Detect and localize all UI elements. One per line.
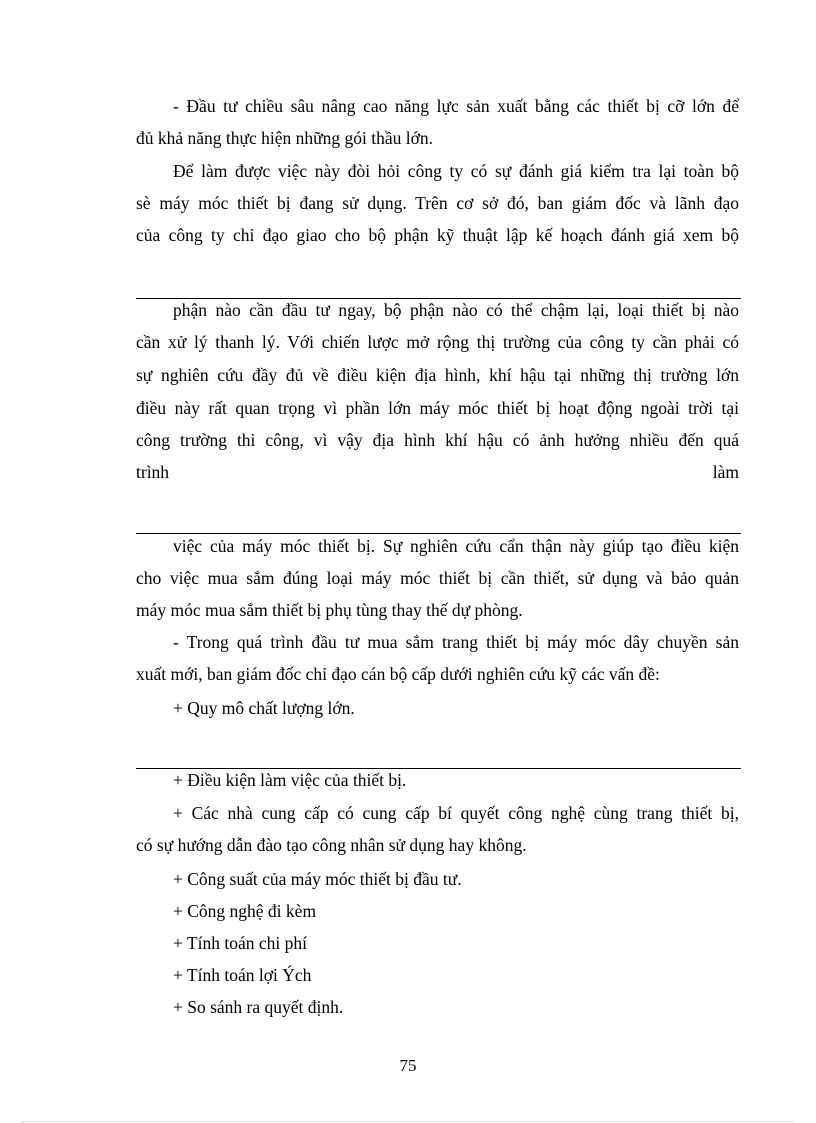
- paragraph-line: công trường thi công, vì vậy địa hình khí hậu có ảnh hưởng nhiều đến quá: [136, 430, 739, 450]
- section-separator: [136, 533, 741, 534]
- list-item: + Các nhà cung cấp có cung cấp bí quyết công nghệ cùng trang thiết bị,: [173, 803, 739, 823]
- paragraph-line: phận nào cần đầu tư ngay, bộ phận nào có thể chậm lại, loại thiết bị nào: [173, 300, 739, 320]
- page-number: 75: [399, 1056, 417, 1075]
- list-item: + Công nghệ đi kèm: [173, 901, 317, 921]
- paragraph-line: Để làm được việc này đòi hỏi công ty có sự đánh giá kiểm tra lại toàn bộ: [173, 161, 739, 181]
- paragraph-line: - Đầu tư chiều sâu nâng cao năng lực sản xuất bằng các thiết bị cỡ lớn để: [173, 96, 739, 116]
- paragraph-line: cho việc mua sắm đúng loại máy móc thiết bị cần thiết, sử dụng và bảo quản: [136, 568, 739, 588]
- paragraph-line: có sự hướng dẫn đào tạo công nhân sử dụng hay không.: [136, 835, 527, 855]
- page-bottom-border: [22, 1121, 794, 1122]
- list-item: + Điều kiện làm việc của thiết bị.: [173, 770, 407, 790]
- paragraph-line: điều này rất quan trọng vì phần lớn máy móc thiết bị hoạt động ngoài trời tại: [136, 398, 739, 418]
- paragraph-line: sè máy móc thiết bị đang sử dụng. Trên cơ sở đó, ban giám đốc và lãnh đạo: [136, 193, 739, 213]
- paragraph-line: của công ty chỉ đạo giao cho bộ phận kỹ thuật lập kế hoạch đánh giá xem bộ: [136, 225, 739, 245]
- paragraph-line: xuất mới, ban giám đốc chỉ đạo cán bộ cấp dưới nghiên cứu kỹ các vấn đề:: [136, 664, 660, 684]
- list-item: + Tính toán lợi Ých: [173, 965, 312, 985]
- list-item: + Công suất của máy móc thiết bị đầu tư.: [173, 869, 462, 889]
- paragraph-line: cần xử lý thanh lý. Với chiến lược mở rộng thị trường của công ty cần phải có: [136, 332, 739, 352]
- paragraph-line: sự nghiên cứu đầy đủ về điều kiện địa hình, khí hậu tại những thị trường lớn: [136, 365, 739, 385]
- paragraph-line: máy móc mua sắm thiết bị phụ tùng thay thế dự phòng.: [136, 600, 523, 620]
- paragraph-line: việc của máy móc thiết bị. Sự nghiên cứu cẩn thận này giúp tạo điều kiện: [173, 536, 739, 556]
- list-item: + So sánh ra quyết định.: [173, 997, 344, 1017]
- list-item: + Tính toán chi phí: [173, 933, 307, 953]
- list-item: + Quy mô chất lượng lớn.: [173, 698, 355, 718]
- paragraph-line: đủ khả năng thực hiện những gói thầu lớn.: [136, 128, 433, 148]
- paragraph-line: trình làm: [136, 462, 739, 482]
- paragraph-line: - Trong quá trình đầu tư mua sắm trang thiết bị máy móc dây chuyền sản: [173, 632, 739, 652]
